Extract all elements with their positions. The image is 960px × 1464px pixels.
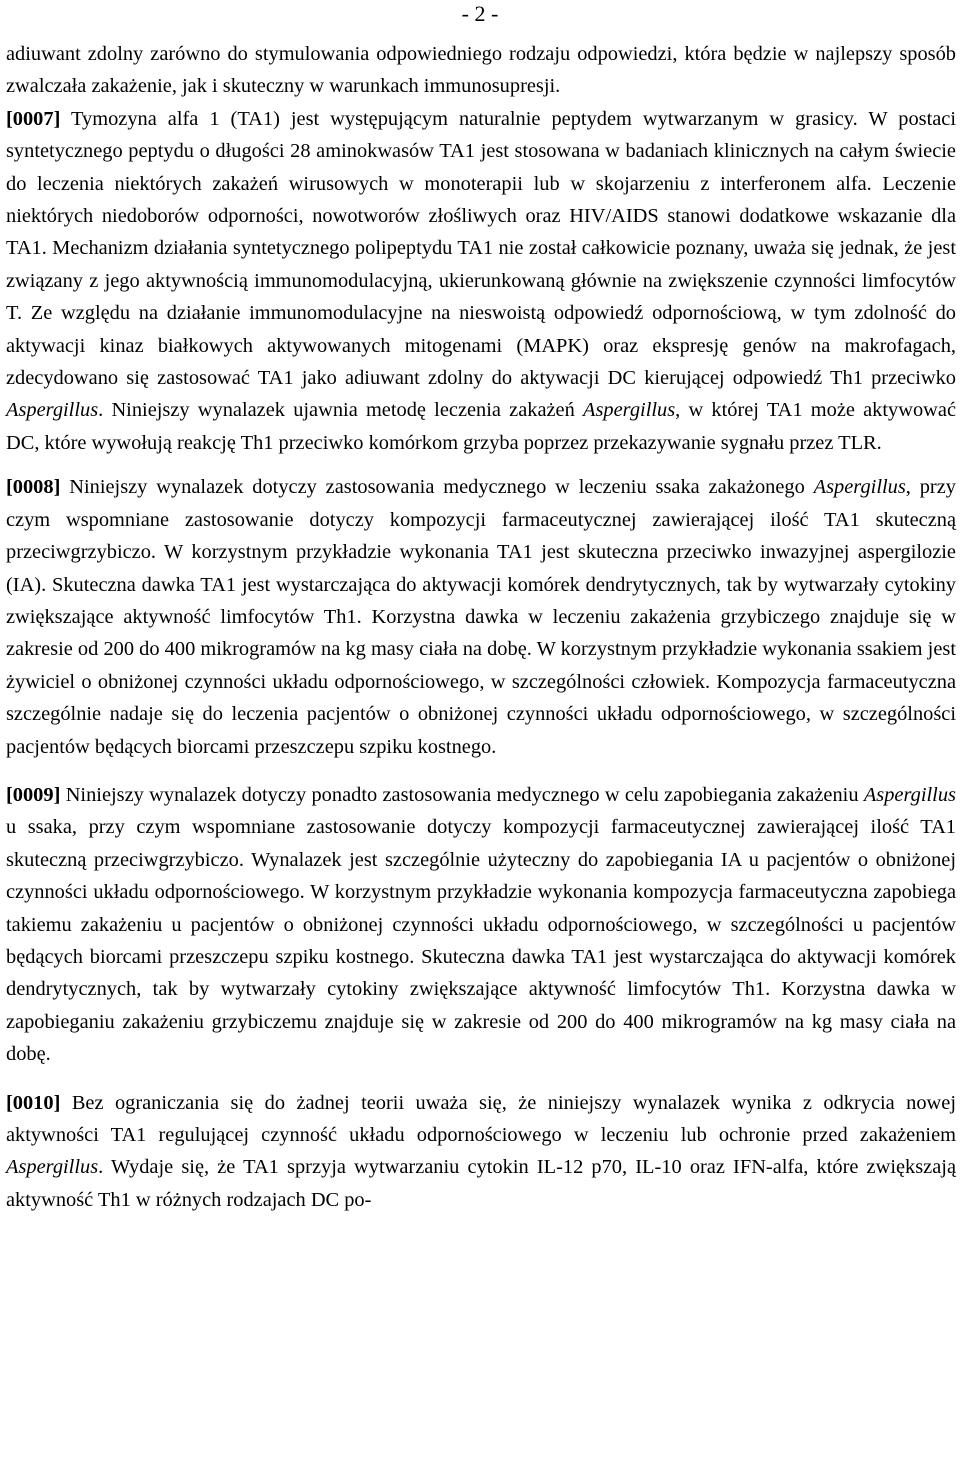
paragraph-id: [0009] [6, 783, 61, 806]
paragraph-text: Bez ograniczania się do żadnej teorii uważa się, że niniejszy wynalazek wynika z odkrycia nowej aktywności TA1 regulującej czynność układu odpornościowego w leczeniu lub ochronie przed zakażeniem [6, 1091, 956, 1146]
paragraph-text: Tymozyna alfa 1 (TA1) jest występującym naturalnie peptydem wytwarzanym w grasicy. W postaci syntetycznego peptydu o długości 28 aminokwasów TA1 jest stosowana w badaniach klinicznych na całym świecie do leczenia niektórych zakażeń wirusowych w monoterapii lub w skojarzeniu z interferonem alfa. Leczenie niektórych niedoborów odporności, nowotworów złośliwych oraz HIV/AIDS stanowi dodatkowe wskazanie dla TA1. Mechanizm działania syntetycznego polipeptydu TA1 nie został całkowicie poznany, uważa się jednak, że jest związany z jego aktywnością immunomodulacyjną, ukierunkowaną głównie na zwiększenie czynności limfocytów T. Ze względu na działanie immunomodulacyjne na nieswoistą odpowiedź odpornościową, w tym zdolność do aktywacji kinaz białkowych aktywowanych mitogenami (MAPK) oraz ekspresję genów na makrofagach, zdecydowano się zastosować TA1 jako adiuwant zdolny do aktywacji DC kierującej odpowiedź Th1 przeciwko [6, 107, 957, 390]
paragraph-0010 [6, 1087, 956, 1217]
italic-term: Aspergillus [583, 399, 676, 422]
paragraph-id: [0008] [6, 476, 61, 499]
document-body [6, 38, 956, 1216]
paragraph-0009 [6, 779, 956, 1071]
paragraph-0008 [6, 471, 956, 763]
paragraph-text: . Wydaje się, że TA1 sprzyja wytwarzaniu cytokin IL-12 p70, IL-10 oraz IFN-alfa, które zwiększają aktywność Th1 w różnych rodzajach DC po- [6, 1156, 956, 1211]
paragraph-text: Niniejszy wynalazek dotyczy zastosowania medycznego w leczeniu ssaka zakażonego [69, 476, 805, 499]
paragraph-id: [0010] [6, 1091, 61, 1114]
continuation-text: adiuwant zdolny zarówno do stymulowania odpowiedniego rodzaju odpowiedzi, która będzie w najlepszy sposób zwalczała zakażenie, jak i skuteczny w warunkach immunosupresji. [6, 43, 956, 98]
italic-term: Aspergillus [6, 399, 99, 422]
page-number: - 2 - [461, 1, 499, 26]
italic-term: Aspergillus [813, 476, 906, 499]
paragraph-text: , przy czym wspomniane zastosowanie dotyczy kompozycji farmaceutycznej zawierającej ilość TA1 skuteczną przeciwgrzybiczo. W korzystnym przykładzie wykonania TA1 jest skuteczna przeciwko inwazyjnej aspergilozie (IA). Skuteczna dawka TA1 jest wystarczająca do aktywacji komórek dendrytycznych, tak by wytwarzały cytokiny zwiększające aktywność limfocytów Th1. Korzystna dawka w leczeniu zakażenia grzybiczego znajduje się w zakresie od 200 do 400 mikrogramów na kg masy ciała na dobę. W korzystnym przykładzie wykonania ssakiem jest żywiciel o obniżonej czynności układu odpornościowego, w szczególności człowiek. Kompozycja farmaceutyczna szczególnie nadaje się do leczenia pacjentów o obniżonej czynności układu odpornościowego, w szczególności pacjentów będących biorcami przeszczepu szpiku kostnego. [6, 476, 956, 758]
paragraph-continuation [6, 38, 956, 103]
italic-term: Aspergillus [6, 1156, 99, 1179]
paragraph-0007 [6, 103, 956, 459]
paragraph-text: Niniejszy wynalazek dotyczy ponadto zastosowania medycznego w celu zapobiegania zakażeniu [65, 783, 859, 806]
italic-term: Aspergillus [863, 783, 956, 806]
paragraph-id: [0007] [6, 107, 61, 130]
paragraph-text: , w której TA1 może aktywować DC, które wywołują reakcję Th1 przeciwko komórkom grzyba poprzez przekazywanie sygnału przez TLR. [6, 399, 956, 454]
paragraph-text: u ssaka, przy czym wspomniane zastosowanie dotyczy kompozycji farmaceutycznej zawierającej ilość TA1 skuteczną przeciwgrzybiczo. Wynalazek jest szczególnie użyteczny do zapobiegania IA u pacjentów o obniżonej czynności układu odpornościowego. W korzystnym przykładzie wykonania kompozycja farmaceutyczna zapobiega takiemu zakażeniu u pacjentów o obniżonej czynności układu odpornościowego, w szczególności u pacjentów będących biorcami przeszczepu szpiku kostnego. Skuteczna dawka TA1 jest wystarczająca do aktywacji komórek dendrytycznych, tak by wytwarzały cytokiny zwiększające aktywność limfocytów Th1. Korzystna dawka w zapobieganiu zakażeniu grzybiczemu znajduje się w zakresie od 200 do 400 mikrogramów na kg masy ciała na dobę. [6, 816, 956, 1066]
paragraph-text: . Niniejszy wynalazek ujawnia metodę leczenia zakażeń [98, 399, 575, 422]
